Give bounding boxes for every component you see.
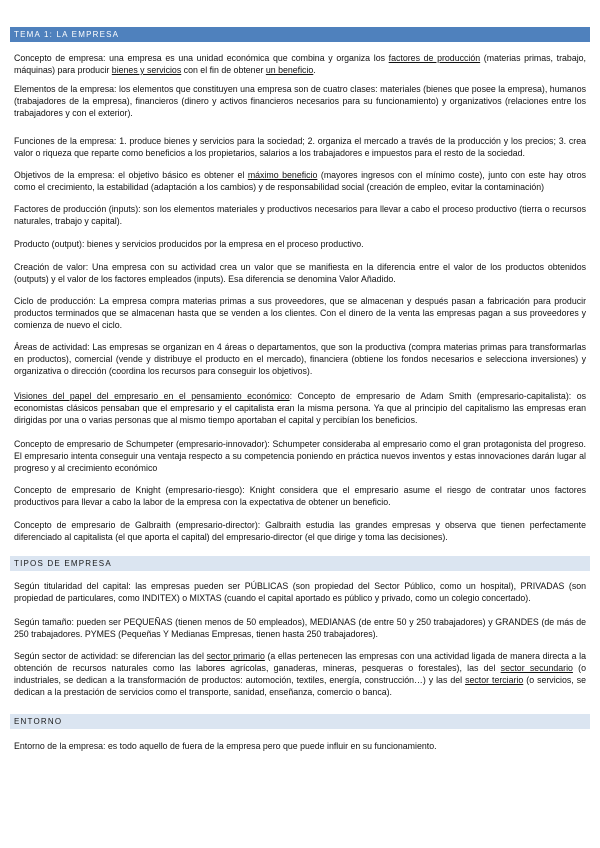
paragraph-sector-actividad <box>14 650 586 698</box>
paragraph-empresario-schumpeter <box>14 438 586 474</box>
section-entorno <box>14 714 586 752</box>
underlined-term: máximo beneficio <box>247 170 318 180</box>
text-run: Concepto de empresario de Knight (empresario-riesgo): Knight considera que el empresario asume el riesgo de contratar unos factores productivos para llevar a cabo la labor de la empresa con la expectativa de obtener un beneficio. <box>14 485 586 507</box>
paragraph-empresario-galbraith <box>14 519 586 543</box>
text-run: Creación de valor: Una empresa con su actividad crea un valor que se manifiesta en la diferencia entre el valor de los productos obtenidos (outputs) y el valor de los factores empleados (inputs). Esa diferencia se denomina Valor Añadido. <box>14 262 586 284</box>
paragraph-titularidad-capital <box>14 580 586 604</box>
underlined-term: factores de producción <box>388 53 481 63</box>
underlined-term: bienes y servicios <box>111 65 182 75</box>
paragraph-tamano <box>14 616 586 640</box>
text-run: Concepto de empresa: una empresa es una unidad económica que combina y organiza los <box>14 53 389 63</box>
text-run: con el fin de obtener <box>181 65 266 75</box>
paragraph-ciclo-produccion <box>14 295 586 331</box>
text-run: : Concepto de empresario de Adam Smith (empresario-capitalista): os economistas clásicos pensaban que el empresario y el capitalista eran la misma persona. Ya que al principio del capitalismo las empresas eran dirigidas por una o varias personas que al mismo tiempo aportaban el capital y percibían los beneficios. <box>14 391 586 425</box>
underlined-term: un beneficio <box>265 65 314 75</box>
text-run: Concepto de empresario de Galbraith (empresario-director): Galbraith estudia las grandes empresas y observa que tienen perfectamente diferenciado al capitalista (el que aporta el capital) del empresario-director (el que dirige y toma las decisiones). <box>14 520 586 542</box>
text-run: (mayores ingresos con el mínimo coste), junto con este hay otros como el crecimiento, la estabilidad (adaptación a los cambios) y de responsabilidad social (creación de empleo, evitar la contaminación) <box>14 170 586 192</box>
text-run: Según sector de actividad: se diferencian las del <box>14 651 207 661</box>
text-run: Según tamaño: pueden ser PEQUEÑAS (tienen menos de 50 empleados), MEDIANAS (de entre 50 y 250 trabajadores) y GRANDES (de más de 250 trabajadores. PYMES (Pequeñas Y Medianas Empresas, tienen hasta 250 trabajadores). <box>14 617 586 639</box>
paragraph-factores-produccion <box>14 203 586 227</box>
text-run: (o industriales, se dedican a la transformación de productos: automoción, textiles, energía, construcción…) y las del <box>14 663 586 685</box>
section-heading-tema-1: TEMA 1: LA EMPRESA <box>10 27 590 42</box>
underlined-term: sector secundario <box>500 663 573 673</box>
text-run: Áreas de actividad: Las empresas se organizan en 4 áreas o departamentos, que son la productiva (compra materias primas para transformarlas en productos), comercial (vende y distribuye el producto en el mercado), financiera (obtiene los fondos necesarios e selecciona inversiones) y organizativa o dirección (coordina los recursos para conseguir los objetivos). <box>14 342 586 376</box>
text-run: Entorno de la empresa: es todo aquello de fuera de la empresa pero que puede influir en su funcionamiento. <box>14 741 437 751</box>
paragraph-creacion-valor <box>14 261 586 285</box>
paragraph-objetivos-empresa <box>14 169 586 193</box>
section-tema-1 <box>14 27 586 543</box>
text-run: (a ellas pertenecen las empresas con una actividad ligada de manera directa a la obtención de recursos naturales como las labores agrícolas, ganaderas, mineras, pesqueras o forestales), las del <box>14 651 586 673</box>
underlined-term: Visiones del papel del empresario en el pensamiento económico <box>14 391 290 401</box>
text-run: Objetivos de la empresa: el objetivo básico es obtener el <box>14 170 248 180</box>
text-run: (o servicios, se dedican a la prestación de servicios como el transporte, sanidad, enseñanza, comercio o banca). <box>14 675 587 697</box>
paragraph-concepto-empresa <box>14 52 586 76</box>
text-run: Elementos de la empresa: los elementos que constituyen una empresa son de cuatro clases: materiales (bienes que posee la empresa), humanos (trabajadores de la empresa), financieros (dinero y activos financieros necesarios para su funcionamiento) y organizativos (relaciones entre los trabajadores y con el exterior). <box>14 84 586 118</box>
paragraph-funciones-empresa <box>14 135 586 159</box>
paragraph-visiones-empresario <box>14 390 586 426</box>
text-run: Factores de producción (inputs): son los elementos materiales y productivos necesarios para llevar a cabo el proceso productivo (tierra o recursos naturales, trabajo y capital). <box>14 204 586 226</box>
underlined-term: sector primario <box>206 651 265 661</box>
text-run: Concepto de empresario de Schumpeter (empresario-innovador): Schumpeter consideraba al empresario como el gran protagonista del progreso. El empresario intenta conseguir una ventaja respecto a su competencia poniendo en práctica nuevos inventos y estas innovaciones darán lugar al progreso y al crecimiento económico <box>14 439 586 473</box>
text-run: (materias primas, trabajo, máquinas) para producir <box>14 53 586 75</box>
paragraph-empresario-knight <box>14 484 586 508</box>
text-run: Ciclo de producción: La empresa compra materias primas a sus proveedores, que se almacenan y después pasan a fabricación para producir productos terminados que se almacenan hasta que se venden a los clientes. Con el dinero de la venta las empresas pagan a sus proveedores y comienza de nuevo el ciclo. <box>14 296 586 330</box>
text-run: . <box>313 65 316 75</box>
paragraph-producto <box>14 238 586 250</box>
section-tipos-empresa <box>14 556 586 698</box>
underlined-term: sector terciario <box>465 675 524 685</box>
section-heading-tipos-empresa: TIPOS DE EMPRESA <box>10 556 590 571</box>
section-heading-entorno: ENTORNO <box>10 714 590 729</box>
paragraph-areas-actividad <box>14 341 586 377</box>
text-run: Producto (output): bienes y servicios producidos por la empresa en el proceso productivo. <box>14 239 364 249</box>
text-run: Según titularidad del capital: las empresas pueden ser PÚBLICAS (son propiedad del Sector Público, como un hospital), PRIVADAS (son propiedad de particulares, como INDITEX) o MIXTAS (cuando el capital aportado es público y privado, como un colegio concertado). <box>14 581 586 603</box>
text-run: Funciones de la empresa: 1. produce bienes y servicios para la sociedad; 2. organiza el mercado a través de la producción y los precios; 3. crea valor o riqueza que reparte como beneficios a los propietarios, salarios a los trabajadores e impuestos para el resto de la sociedad. <box>14 136 586 158</box>
paragraph-entorno-empresa <box>14 740 586 752</box>
paragraph-elementos-empresa <box>14 83 586 119</box>
